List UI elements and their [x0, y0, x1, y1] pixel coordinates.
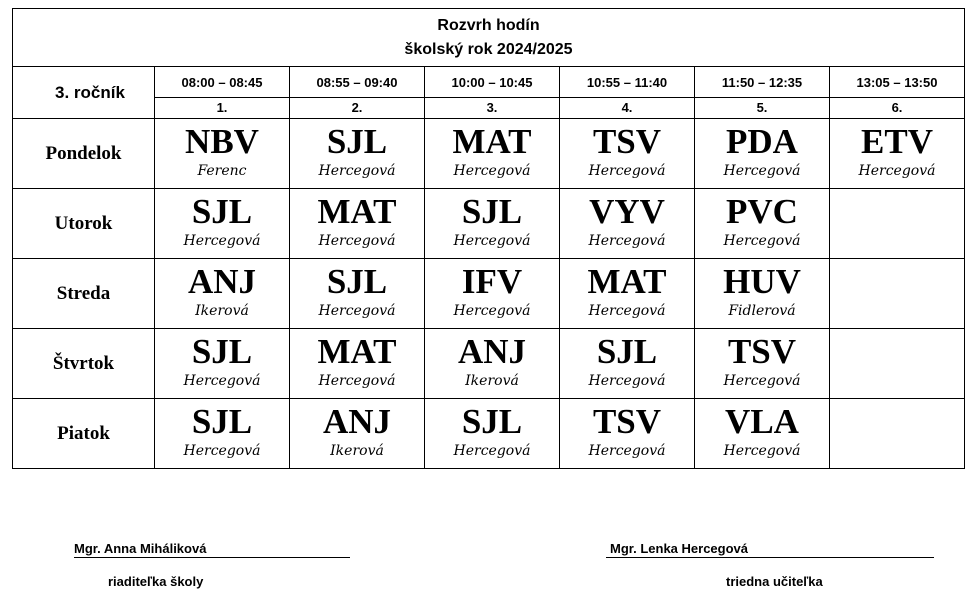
lesson-cell [830, 399, 965, 469]
lesson-cell [155, 119, 290, 189]
period-time: 11:50 – 12:35 [695, 67, 830, 98]
title-line-1: Rozvrh hodín [437, 16, 540, 34]
lesson-subject: HUV [723, 262, 801, 301]
lesson-subject: TSV [727, 332, 797, 371]
lesson-teacher: Hercegová [453, 303, 531, 319]
lesson-cell [560, 329, 695, 399]
period-number: 4. [560, 98, 695, 119]
lesson-subject: MAT [587, 262, 667, 301]
period-number: 1. [155, 98, 290, 119]
lesson-cell [290, 329, 425, 399]
lesson-subject: TSV [592, 402, 662, 441]
lesson-subject: ETV [861, 122, 933, 161]
lesson-subject: SJL [326, 122, 388, 161]
timetable-title [13, 9, 965, 67]
lesson-subject: ANJ [457, 332, 527, 371]
day-name: Streda [13, 259, 155, 329]
lesson-cell [695, 329, 830, 399]
period-time: 10:00 – 10:45 [425, 67, 560, 98]
lesson-cell [560, 119, 695, 189]
lesson-cell [695, 189, 830, 259]
day-name: Štvrtok [13, 329, 155, 399]
lesson-cell [830, 259, 965, 329]
lesson-teacher: Ikerová [465, 373, 519, 389]
timetable [12, 8, 965, 469]
lesson-teacher: Hercegová [318, 233, 396, 249]
lesson-subject: MAT [317, 332, 397, 371]
lesson-teacher: Hercegová [723, 163, 801, 179]
signature-right-role: triedna učiteľka [726, 574, 823, 589]
lesson-cell [560, 259, 695, 329]
period-time: 10:55 – 11:40 [560, 67, 695, 98]
lesson-teacher: Hercegová [723, 443, 801, 459]
lesson-teacher: Fidlerová [728, 303, 796, 319]
lesson-cell [290, 189, 425, 259]
lesson-teacher: Hercegová [183, 443, 261, 459]
lesson-cell [290, 399, 425, 469]
lesson-subject: SJL [461, 402, 523, 441]
lesson-cell [155, 189, 290, 259]
lesson-cell [560, 399, 695, 469]
lesson-teacher: Hercegová [183, 373, 261, 389]
lesson-teacher: Ikerová [330, 443, 384, 459]
day-row [13, 329, 965, 399]
lesson-teacher: Hercegová [453, 163, 531, 179]
lesson-teacher: Hercegová [318, 163, 396, 179]
signature-right-name: Mgr. Lenka Hercegová [606, 541, 934, 558]
period-time: 08:00 – 08:45 [155, 67, 290, 98]
period-time: 08:55 – 09:40 [290, 67, 425, 98]
lesson-cell [830, 119, 965, 189]
lesson-cell [425, 329, 560, 399]
lesson-cell [290, 259, 425, 329]
period-number: 2. [290, 98, 425, 119]
day-name: Pondelok [13, 119, 155, 189]
period-time: 13:05 – 13:50 [830, 67, 965, 98]
lesson-subject: SJL [461, 192, 523, 231]
lesson-subject: MAT [452, 122, 532, 161]
lesson-subject: VYV [589, 192, 665, 231]
title-line-2: školský rok 2024/2025 [404, 40, 573, 58]
lesson-cell [695, 399, 830, 469]
day-row [13, 119, 965, 189]
lesson-teacher: Hercegová [453, 233, 531, 249]
lesson-cell [425, 189, 560, 259]
period-number: 5. [695, 98, 830, 119]
lesson-subject: SJL [191, 332, 253, 371]
lesson-cell [830, 189, 965, 259]
lesson-teacher: Hercegová [183, 233, 261, 249]
lesson-cell [425, 119, 560, 189]
day-name: Piatok [13, 399, 155, 469]
lesson-subject: ANJ [187, 262, 257, 301]
lesson-subject: SJL [191, 192, 253, 231]
lesson-cell [425, 399, 560, 469]
lesson-subject: PVC [726, 192, 798, 231]
lesson-cell [560, 189, 695, 259]
lesson-teacher: Hercegová [588, 373, 666, 389]
lesson-teacher: Hercegová [453, 443, 531, 459]
signature-left-name: Mgr. Anna Miháliková [74, 541, 350, 558]
lesson-teacher: Hercegová [588, 163, 666, 179]
lesson-subject: TSV [592, 122, 662, 161]
lesson-subject: SJL [326, 262, 388, 301]
lesson-subject: NBV [185, 122, 259, 161]
lesson-cell [695, 119, 830, 189]
lesson-subject: IFV [461, 262, 523, 301]
lesson-teacher: Hercegová [588, 443, 666, 459]
signature-left [74, 541, 350, 590]
lesson-cell [830, 329, 965, 399]
lesson-cell [155, 329, 290, 399]
period-number: 3. [425, 98, 560, 119]
lesson-subject: MAT [317, 192, 397, 231]
lesson-teacher: Hercegová [318, 303, 396, 319]
signature-left-role: riaditeľka školy [108, 574, 204, 589]
day-name: Utorok [13, 189, 155, 259]
lesson-subject: SJL [596, 332, 658, 371]
class-label: 3. ročník [13, 67, 155, 119]
lesson-teacher: Ikerová [195, 303, 249, 319]
lesson-teacher: Hercegová [588, 303, 666, 319]
lesson-teacher: Ferenc [197, 163, 247, 179]
lesson-teacher: Hercegová [858, 163, 936, 179]
lesson-cell [290, 119, 425, 189]
lesson-subject: VLA [725, 402, 799, 441]
signature-right [606, 541, 934, 590]
lesson-cell [155, 399, 290, 469]
lesson-subject: ANJ [322, 402, 392, 441]
lesson-subject: SJL [191, 402, 253, 441]
lesson-teacher: Hercegová [723, 233, 801, 249]
day-row [13, 399, 965, 469]
lesson-teacher: Hercegová [318, 373, 396, 389]
lesson-cell [155, 259, 290, 329]
lesson-cell [425, 259, 560, 329]
lesson-cell [695, 259, 830, 329]
day-row [13, 189, 965, 259]
period-number: 6. [830, 98, 965, 119]
day-row [13, 259, 965, 329]
lesson-teacher: Hercegová [588, 233, 666, 249]
lesson-subject: PDA [726, 122, 798, 161]
lesson-teacher: Hercegová [723, 373, 801, 389]
